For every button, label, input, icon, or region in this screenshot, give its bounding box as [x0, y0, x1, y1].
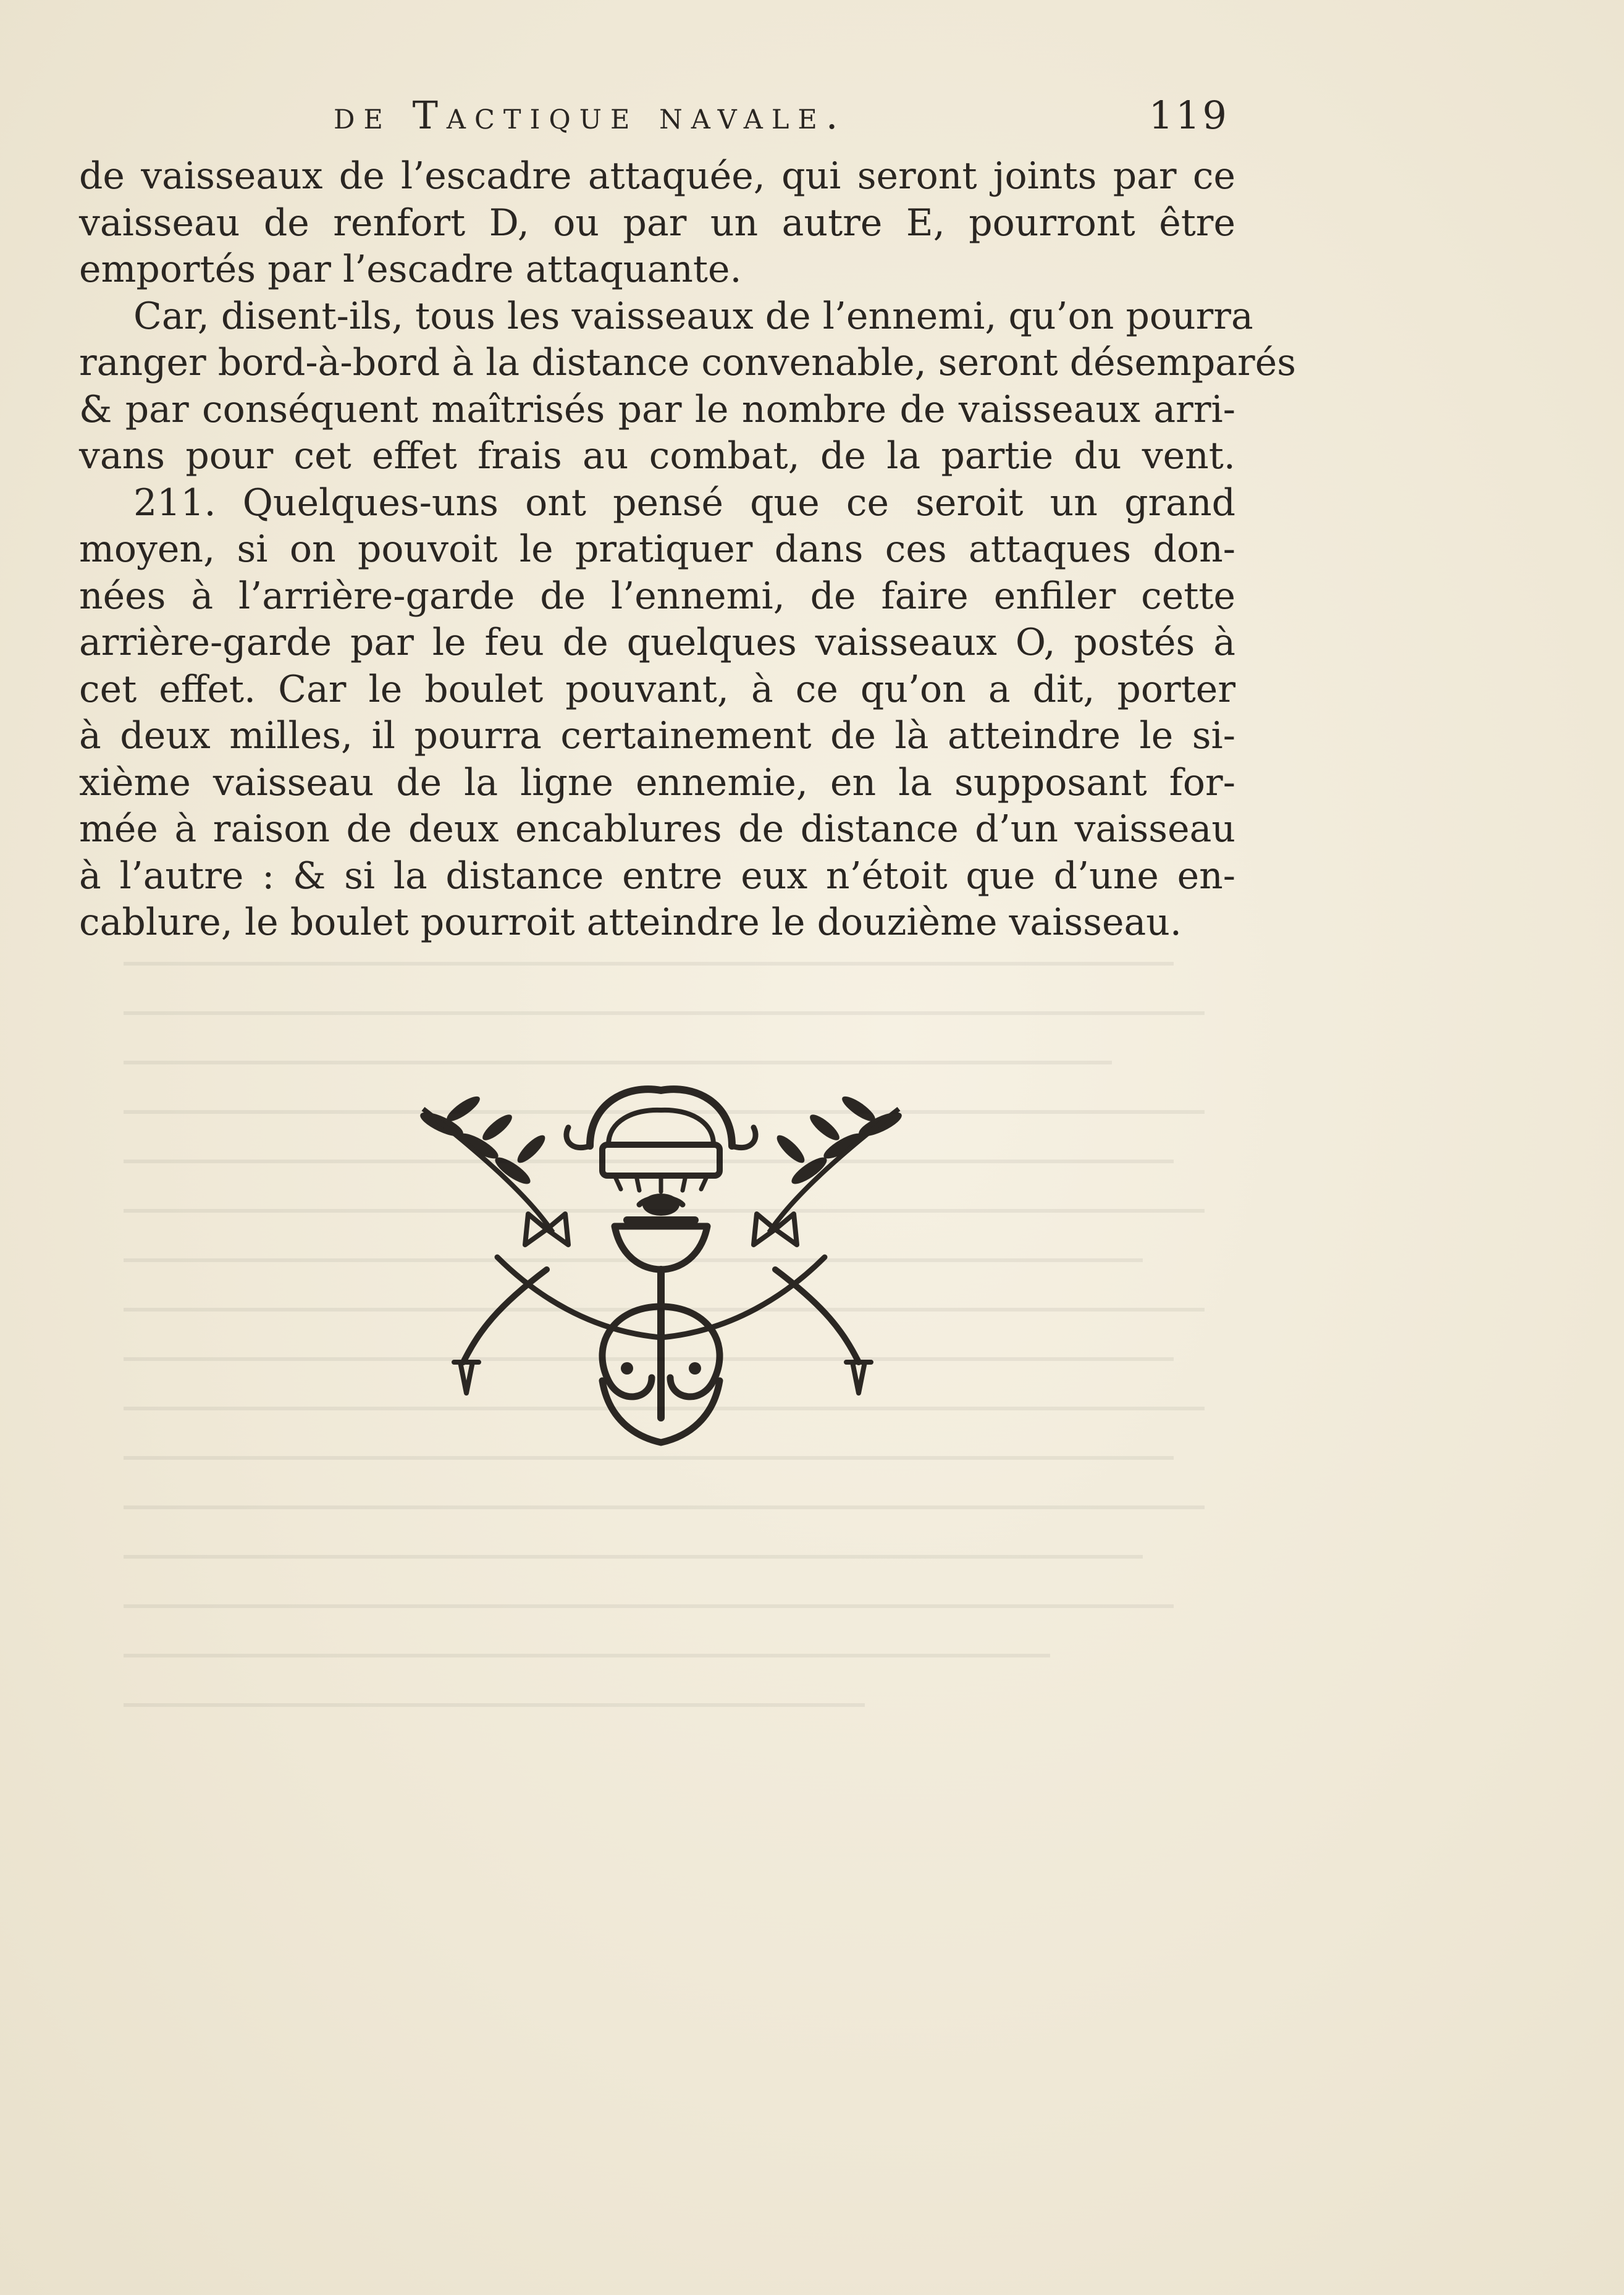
running-header — [334, 93, 1229, 148]
text-line: xième vaisseau de la ligne ennemie, en la supposant for- — [79, 760, 1235, 804]
text-line: ranger bord-à-bord à la distance convenable, seront désemparés — [79, 341, 1297, 384]
text-line: de vaisseaux de l’escadre attaquée, qui seront joints par ce — [79, 154, 1235, 198]
body-text — [79, 153, 1297, 946]
text-line: à deux milles, il pourra certainement de là atteindre le si- — [79, 714, 1235, 757]
text-line: mée à raison de deux encablures de distance d’un vaisseau — [79, 807, 1235, 851]
text-line: & par conséquent maîtrisés par le nombre de vaisseaux arri- — [79, 387, 1235, 431]
text-line: à l’autre : & si la distance entre eux n’étoit que d’une en- — [79, 854, 1235, 898]
text-line: moyen, si on pouvoit le pratiquer dans ces attaques don- — [79, 528, 1235, 571]
text-line: cablure, le boulet pourroit atteindre le douzième vaisseau. — [79, 901, 1182, 944]
text-line: vans pour cet effet frais au combat, de la partie du vent. — [79, 434, 1235, 478]
floral-vignette-icon — [405, 1072, 917, 1449]
text-line: arrière-garde par le feu de quelques vaisseaux O, postés à — [79, 621, 1235, 664]
text-line: nées à l’arrière-garde de l’ennemi, de faire enfiler cette — [79, 574, 1235, 618]
running-title: de Tactique navale. — [334, 93, 847, 138]
text-line: 211. Quelques-uns ont pensé que ce seroit un grand — [133, 481, 1235, 524]
text-line: emportés par l’escadre attaquante. — [79, 248, 742, 291]
page-number: 119 — [1148, 93, 1229, 138]
text-line: cet effet. Car le boulet pouvant, à ce qu’on a dit, porter — [79, 667, 1235, 711]
text-line: vaisseau de renfort D, ou par un autre E, pourront être — [79, 201, 1235, 245]
text-line: Car, disent-ils, tous les vaisseaux de l’ennemi, qu’on pourra — [133, 294, 1253, 338]
